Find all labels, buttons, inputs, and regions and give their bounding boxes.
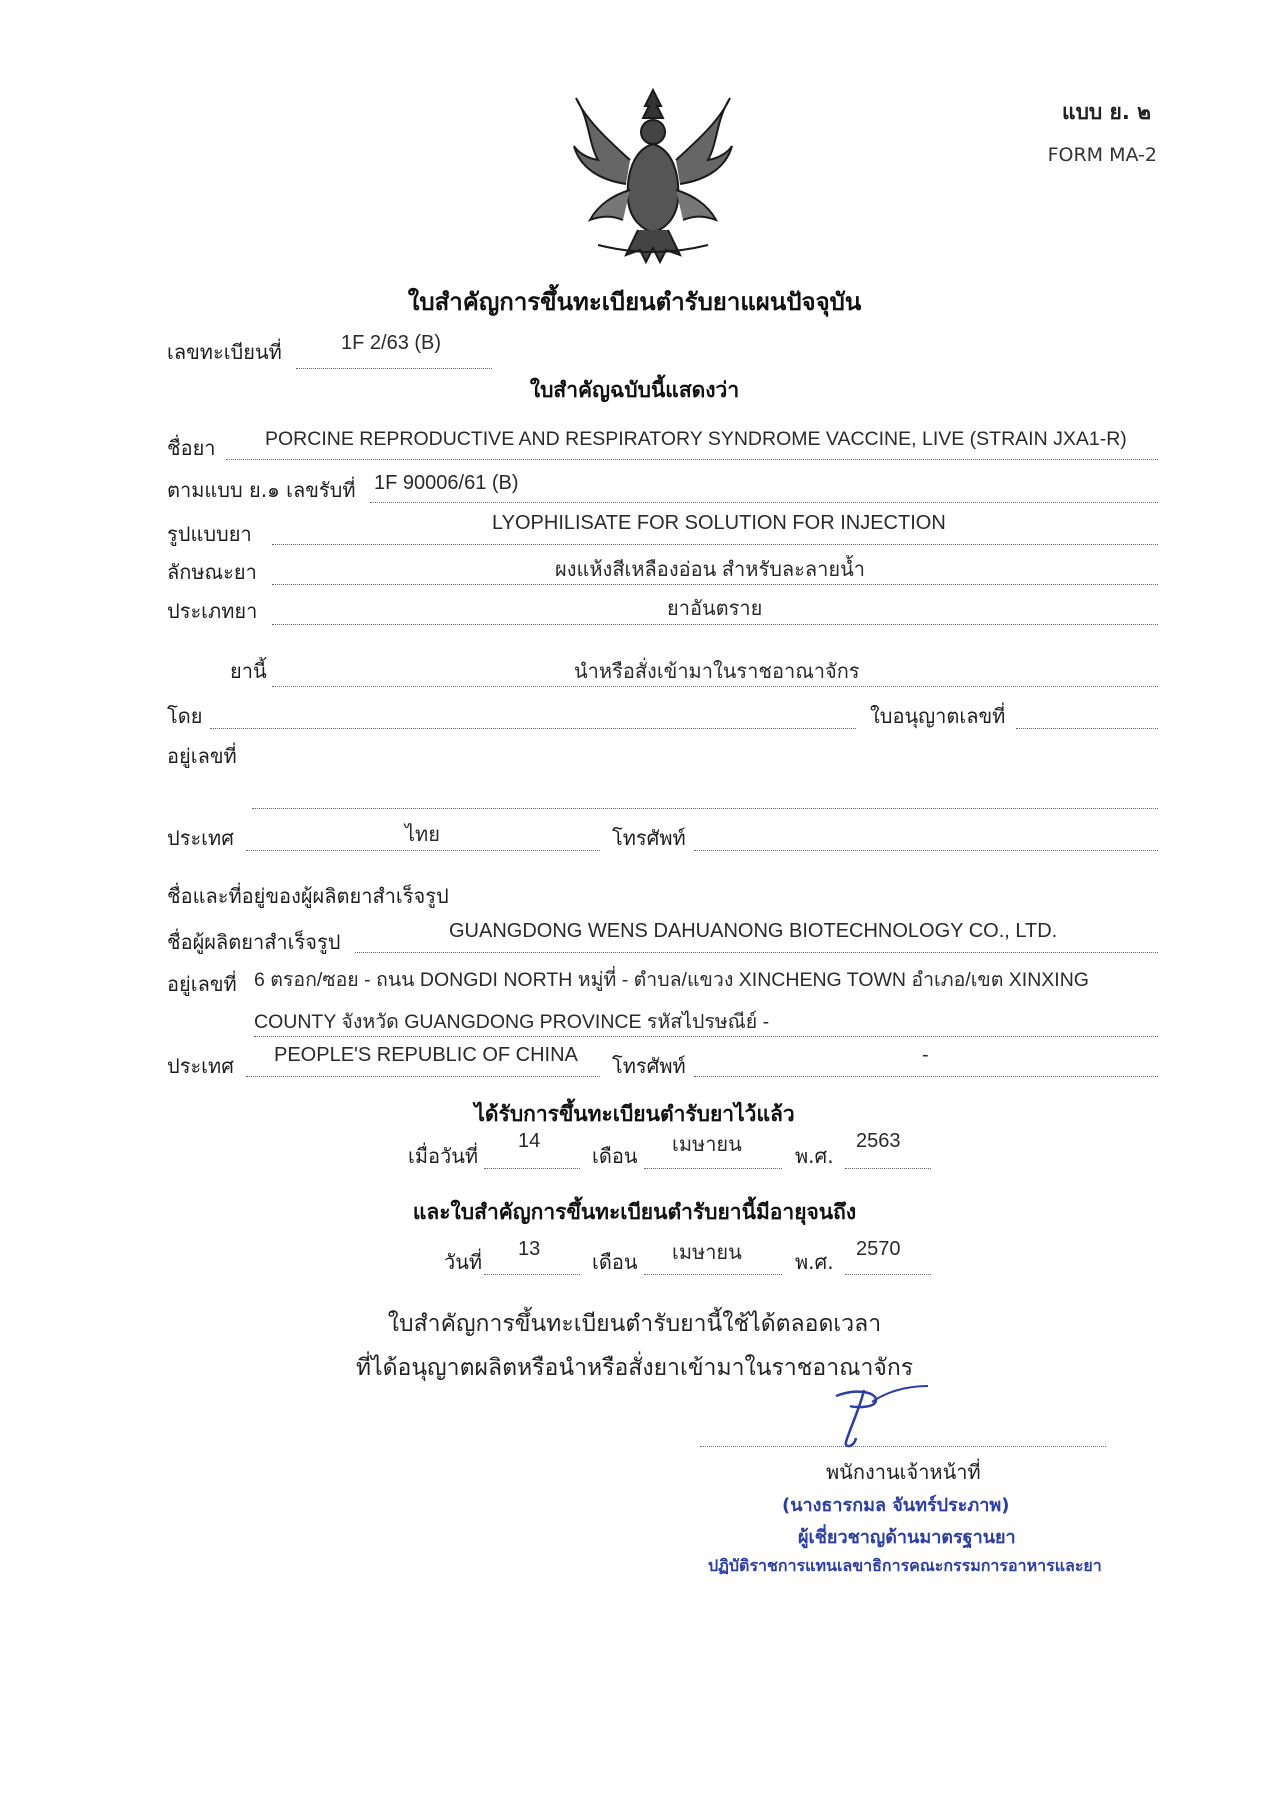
exp-day-line	[484, 1274, 580, 1275]
dosage-form-label: รูปแบบยา	[167, 522, 252, 546]
garuda-emblem	[568, 80, 738, 270]
exp-month-label: เดือน	[592, 1250, 638, 1274]
by-line	[210, 728, 856, 729]
receipt-value: 1F 90006/61 (B)	[374, 472, 519, 494]
manufacturer-section-label: ชื่อและที่อยู่ของผู้ผลิตยาสำเร็จรูป	[167, 884, 449, 908]
reg-no-value: 1F 2/63 (B)	[341, 332, 442, 354]
reg-no-line	[296, 368, 492, 369]
activity-value: นำหรือสั่งเข้ามาในราชอาณาจักร	[574, 661, 860, 683]
appearance-label: ลักษณะยา	[167, 560, 257, 584]
manufacturer-phone-value: -	[922, 1044, 929, 1066]
appearance-value: ผงแห้งสีเหลืองอ่อน สำหรับละลายน้ำ	[555, 559, 865, 581]
importer-address-line	[252, 808, 1158, 809]
exp-year-line	[845, 1274, 931, 1275]
type-line	[272, 624, 1158, 625]
license-label: ใบอนุญาตเลขที่	[870, 704, 1006, 728]
type-value: ยาอันตราย	[667, 598, 763, 620]
exp-month-value: เมษายน	[672, 1242, 742, 1264]
form-code-en: FORM MA-2	[1047, 144, 1157, 166]
registered-heading: ได้รับการขึ้นทะเบียนตำรับยาไว้แล้ว	[474, 1102, 795, 1126]
stamp-duty: ปฏิบัติราชการแทนเลขาธิการคณะกรรมการอาหารและยา	[708, 1556, 1102, 1575]
receipt-label: ตามแบบ ย.๑ เลขรับที่	[167, 478, 356, 502]
importer-phone-line	[694, 850, 1158, 851]
reg-month-line	[644, 1168, 782, 1169]
activity-line	[272, 686, 1158, 687]
type-label: ประเภทยา	[167, 599, 258, 623]
signature-line	[700, 1446, 1106, 1447]
reg-month-label: เดือน	[592, 1144, 638, 1168]
license-line	[1016, 728, 1158, 729]
receipt-line	[370, 502, 1158, 503]
exp-year-value: 2570	[856, 1238, 901, 1260]
drug-name-line	[226, 459, 1158, 460]
stamp-title: ผู้เชี่ยวชาญด้านมาตรฐานยา	[798, 1527, 1016, 1548]
dosage-form-value: LYOPHILISATE FOR SOLUTION FOR INJECTION	[492, 512, 946, 534]
reg-day-line	[484, 1168, 580, 1169]
importer-address-label: อยู่เลขที่	[167, 744, 237, 768]
manufacturer-address-line1: 6 ตรอก/ซอย - ถนน DONGDI NORTH หมู่ที่ - ตำบล/แขวง XINCHENG TOWN อำเภอ/เขต XINXING	[254, 969, 1089, 991]
stamp-name: (นางธารกมล จันทร์ประภาพ)	[782, 1495, 1010, 1516]
expiry-heading: และใบสำคัญการขึ้นทะเบียนตำรับยานี้มีอายุจนถึง	[412, 1200, 857, 1224]
reg-year-label: พ.ศ.	[795, 1144, 834, 1168]
exp-date-label: วันที่	[444, 1250, 483, 1274]
manufacturer-phone-label: โทรศัพท์	[612, 1054, 686, 1078]
exp-year-label: พ.ศ.	[795, 1250, 834, 1274]
exp-day-value: 13	[518, 1238, 541, 1260]
validity-note-line1: ใบสำคัญการขึ้นทะเบียนตำรับยานี้ใช้ได้ตลอดเวลา	[387, 1311, 882, 1337]
importer-phone-label: โทรศัพท์	[612, 826, 686, 850]
importer-country-line	[246, 850, 600, 851]
manufacturer-country-label: ประเทศ	[167, 1054, 234, 1078]
page-title: ใบสำคัญการขึ้นทะเบียนตำรับยาแผนปัจจุบัน	[407, 288, 862, 316]
drug-name-label: ชื่อยา	[167, 436, 216, 460]
reg-date-label: เมื่อวันที่	[408, 1144, 479, 1168]
manufacturer-address-line2: COUNTY จังหวัด GUANGDONG PROVINCE รหัสไปรษณีย์ -	[254, 1011, 770, 1033]
importer-country-value: ไทย	[405, 824, 440, 846]
appearance-line	[272, 584, 1158, 585]
drug-name-value: PORCINE REPRODUCTIVE AND RESPIRATORY SYNDROME VACCINE, LIVE (STRAIN JXA1-R)	[265, 428, 1127, 450]
manufacturer-name-line	[355, 952, 1158, 953]
exp-month-line	[644, 1274, 782, 1275]
form-code-thai: แบบ ย. ๒	[1062, 100, 1151, 124]
reg-day-value: 14	[518, 1130, 541, 1152]
signature	[816, 1378, 936, 1448]
reg-year-value: 2563	[856, 1130, 901, 1152]
officer-label: พนักงานเจ้าหน้าที่	[826, 1460, 981, 1484]
reg-no-label: เลขทะเบียนที่	[167, 340, 282, 364]
manufacturer-name-value: GUANGDONG WENS DAHUANONG BIOTECHNOLOGY CO., LTD.	[449, 920, 1058, 942]
manufacturer-country-line	[246, 1076, 600, 1077]
reg-year-line	[845, 1168, 931, 1169]
dosage-form-line	[272, 544, 1158, 545]
manufacturer-name-label: ชื่อผู้ผลิตยาสำเร็จรูป	[167, 930, 341, 954]
subtitle: ใบสำคัญฉบับนี้แสดงว่า	[529, 378, 740, 402]
validity-note-line2: ที่ได้อนุญาตผลิตหรือนำหรือสั่งยาเข้ามาในราชอาณาจักร	[355, 1355, 914, 1381]
manufacturer-address-label: อยู่เลขที่	[167, 972, 237, 996]
this-drug-label: ยานี้	[230, 659, 267, 683]
reg-month-value: เมษายน	[672, 1134, 742, 1156]
manufacturer-phone-line	[694, 1076, 1158, 1077]
importer-country-label: ประเทศ	[167, 826, 234, 850]
by-label: โดย	[167, 704, 203, 728]
manufacturer-address-rule	[254, 1036, 1158, 1037]
manufacturer-country-value: PEOPLE'S REPUBLIC OF CHINA	[274, 1044, 578, 1066]
